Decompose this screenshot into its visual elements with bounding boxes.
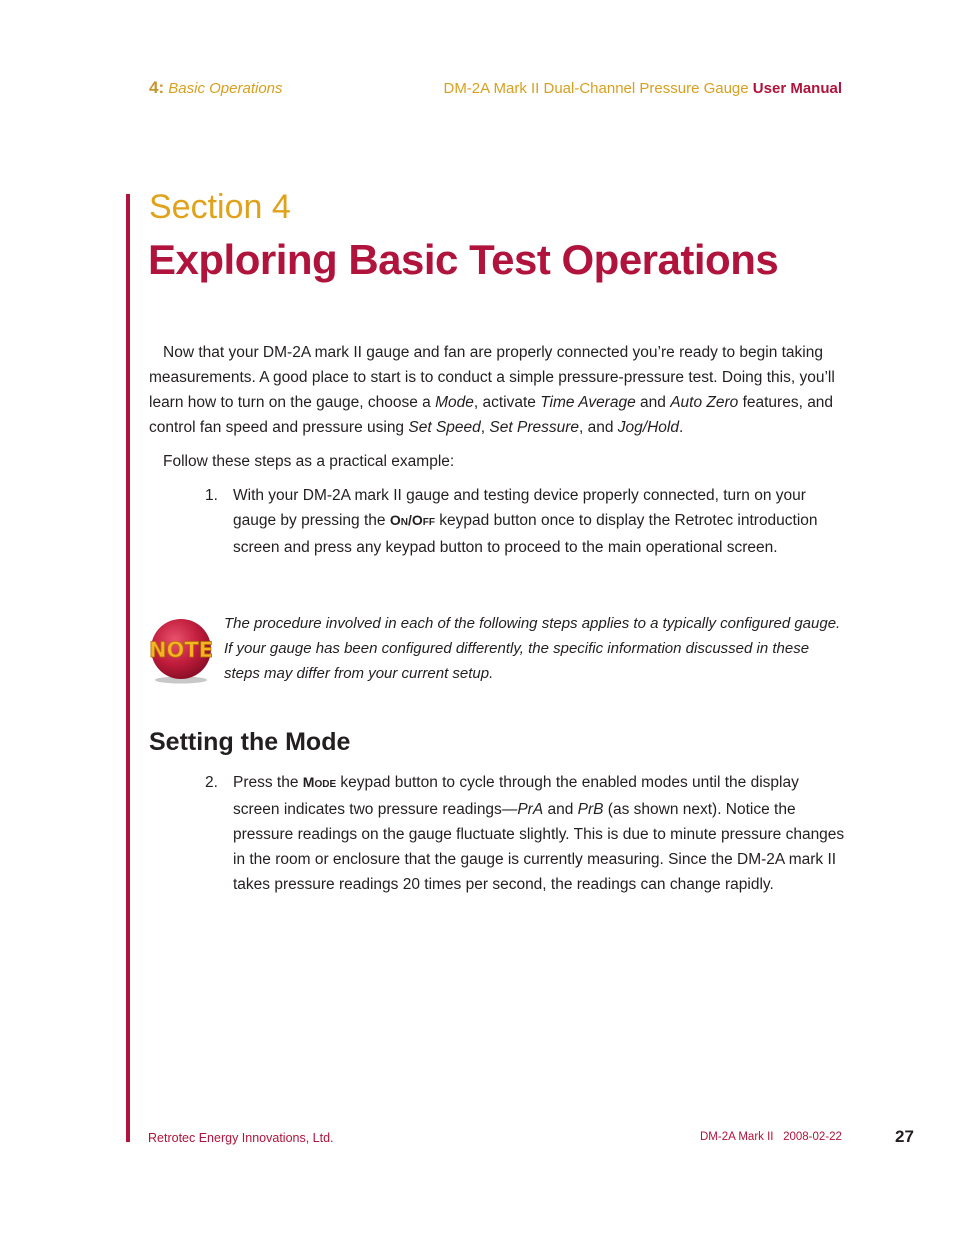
footer-date: 2008-02-22 [783, 1131, 842, 1143]
footer-company: Retrotec Energy Innovations, Ltd. [148, 1131, 334, 1145]
term-pra: PrA [517, 801, 544, 818]
step-number: 2. [205, 774, 218, 791]
term-mode: Mode [435, 394, 474, 411]
term-set-pressure: Set Pressure [489, 419, 580, 436]
section-label: Section 4 [149, 188, 291, 226]
term-prb: PrB [577, 801, 604, 818]
margin-rule [126, 194, 130, 1142]
step-number: 1. [205, 487, 218, 504]
footer-model: DM-2A Mark II [700, 1131, 774, 1143]
term-auto-zero: Auto Zero [670, 394, 739, 411]
note-icon-label: NOTE [148, 638, 214, 662]
key-on-off: ON/OFF [389, 512, 435, 528]
intro-paragraph: Now that your DM-2A mark II gauge and fan are properly connected you’re ready to begin taking measurements. A good place to start is to conduct a simple pressure-pressure test. Doing this, you’ll learn how to turn on the gauge, choose a Mode, activate Time Average and Auto Zero features, and control fan speed and pressure using Set Speed, Set Pressure, and Jog/Hold. [149, 344, 835, 436]
note-icon [148, 616, 214, 684]
doc-title: DM-2A Mark II Dual-Channel Pressure Gauge [443, 80, 749, 97]
chapter-number: 4: [149, 78, 165, 97]
subheading: Setting the Mode [149, 728, 351, 756]
list-item [205, 770, 845, 897]
section-title: Exploring Basic Test Operations [148, 236, 779, 283]
key-mode: MODE [302, 774, 337, 790]
term-jog-hold: Jog/Hold [617, 419, 679, 436]
steps-intro-paragraph: Follow these steps as a practical example: [163, 453, 455, 470]
note-text: The procedure involved in each of the following steps applies to a typically configured gauge. If your gauge has been configured differently, the specific information discussed in these steps may differ from your current setup. [224, 615, 841, 682]
step-text: Press the MODE keypad button to cycle through the enabled modes until the display screen indicates two pressure readings—PrA and PrB (as shown next). Notice the pressure readings on the gauge fluctuate slightly. This is due to minute pressure changes in the room or enclosure that the gauge is currently measuring. Since the DM-2A mark II takes pressure readings 20 times per second, the readings can change rapidly. [233, 774, 845, 893]
doc-title-suffix: User Manual [752, 80, 842, 97]
step-text: With your DM-2A mark II gauge and testing device properly connected, turn on your gauge by pressing the ON/OFF keypad button once to display the Retrotec introduction screen and press any keypad button to proceed to the main operational screen. [233, 487, 818, 556]
running-header-title [443, 80, 842, 97]
running-header-chapter [149, 78, 283, 98]
chapter-name: Basic Operations [168, 80, 283, 97]
page-number: 27 [895, 1127, 914, 1146]
term-set-speed: Set Speed [408, 419, 481, 436]
term-time-average: Time Average [540, 394, 636, 411]
list-item [205, 483, 845, 560]
footer-version [700, 1131, 842, 1143]
